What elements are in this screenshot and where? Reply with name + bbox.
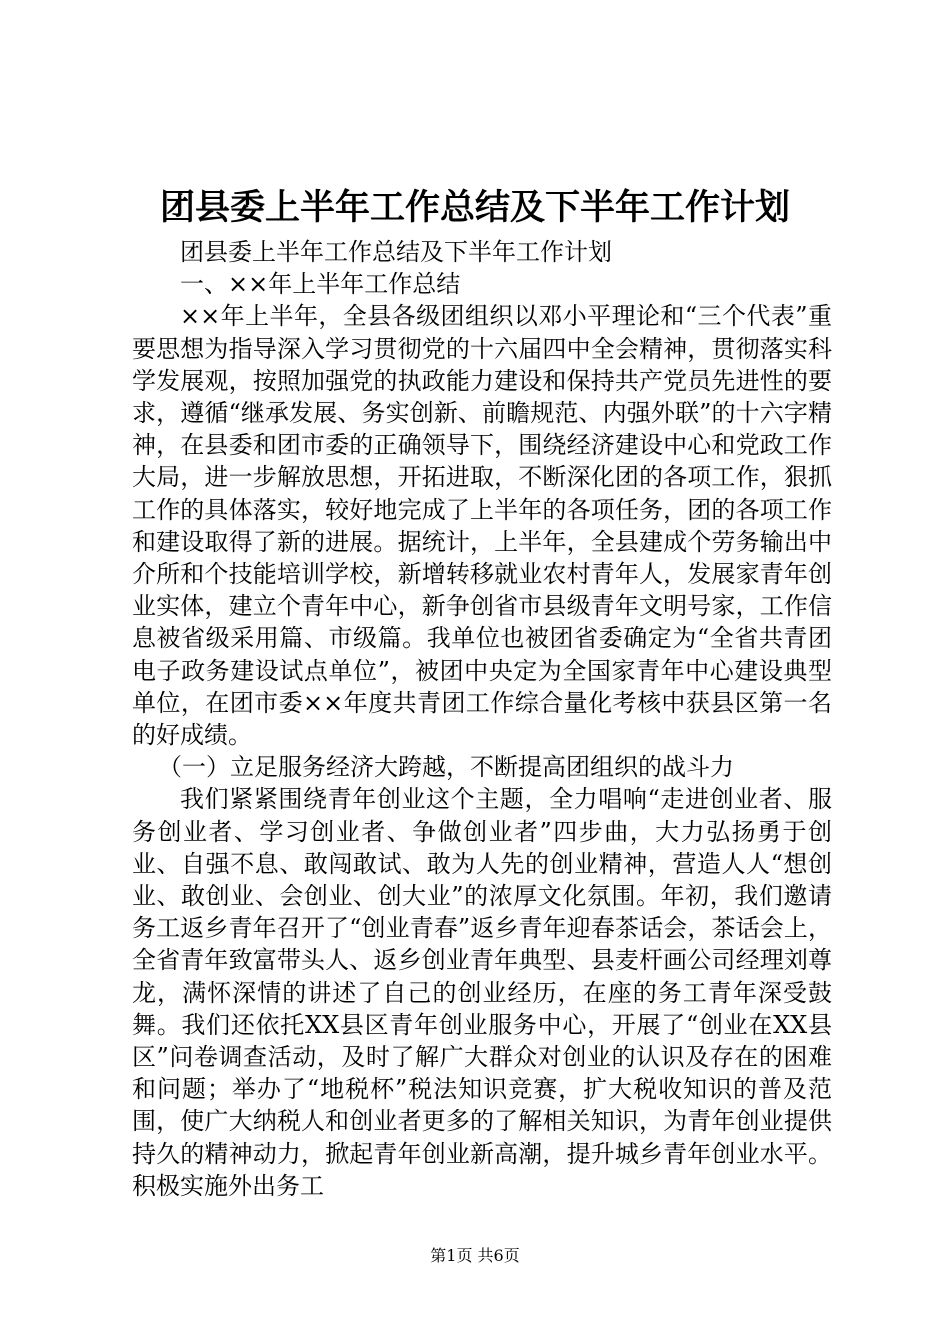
page-footer: 第1页 共6页 (430, 1246, 520, 1265)
section-heading: 一、××年上半年工作总结 (180, 270, 461, 299)
subtitle-paragraph: 团县委上半年工作总结及下半年工作计划 (180, 238, 612, 266)
subsection-heading: （一）立足服务经济大跨越，不断提高团组织的战斗力 (158, 753, 734, 782)
document-title: 团县委上半年工作总结及下半年工作计划 (159, 187, 790, 228)
body-paragraph: ××年上半年，全县各级团组织以邓小平理论和“三个代表”重要思想为指导深入学习贯彻党的十六届四中全会精神，贯彻落实科学发展观，按照加强党的执政能力建设和保持共产党员先进性的要求，遵循“继承发展、务实创新、前瞻规范、内强外联”的十六字精神，在县委和团市委的正确领导下，围绕经济建设中心和党政工作大局，进一步解放思想，开拓进取，不断深化团的各项工作，狠抓工作的具体落实，较好地完成了上半年的各项任务，团的各项工作和建设取得了新的进展。据统计，上半年，全县建成个劳务输出中介所和个技能培训学校，新增转移就业农村青年人，发展家青年创业实体，建立个青年中心，新争创省市县级青年文明号家，工作信息被省级采用篇、市级篇。我单位也被团省委确定为“全省共青团电子政务建设试点单位”，被团中央定为全国家青年中心建设典型单位，在团市委××年度共青团工作综合量化考核中获县区第一名的好成绩。 (132, 302, 832, 750)
body-paragraph: 我们紧紧围绕青年创业这个主题，全力唱响“走进创业者、服务创业者、学习创业者、争做创业者”四步曲，大力弘扬勇于创业、自强不息、敢闯敢试、敢为人先的创业精神，营造人人“想创业、敢创业、会创业、创大业”的浓厚文化氛围。年初，我们邀请务工返乡青年召开了“创业青春”返乡青年迎春茶话会，茶话会上，全省青年致富带头人、返乡创业青年典型、县麦杆画公司经理刘尊龙，满怀深情的讲述了自己的创业经历，在座的务工青年深受鼓舞。我们还依托XX县区青年创业服务中心，开展了“创业在XX县区”问卷调查活动，及时了解广大群众对创业的认识及存在的困难和问题；举办了“地税杯”税法知识竞赛，扩大税收知识的普及范围，使广大纳税人和创业者更多的了解相关知识，为青年创业提供持久的精神动力，掀起青年创业新高潮，提升城乡青年创业水平。积极实施外出务工 (132, 785, 832, 1200)
document-body (132, 236, 832, 1202)
